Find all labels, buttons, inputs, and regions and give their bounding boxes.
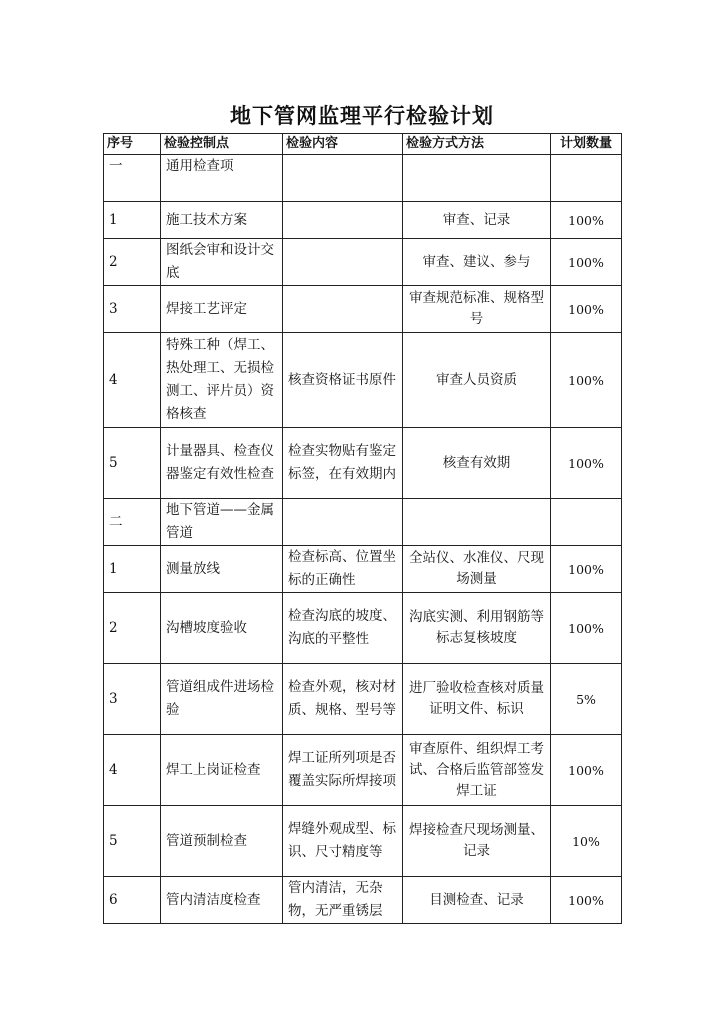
cell-point: 焊工上岗证检查: [161, 735, 283, 806]
cell-num: 3: [104, 664, 161, 735]
document-title: 地下管网监理平行检验计划: [230, 104, 494, 128]
cell-method: [403, 155, 551, 202]
table-row: [104, 735, 622, 806]
cell-content: 检查标高、位置坐标的正确性: [283, 546, 403, 593]
cell-num: 1: [104, 202, 161, 239]
cell-method: 审查、建议、参与: [403, 239, 551, 286]
cell-qty: 100%: [551, 877, 622, 924]
cell-content: 焊工证所列项是否覆盖实际所焊接项: [283, 735, 403, 806]
cell-point: 施工技术方案: [161, 202, 283, 239]
cell-num: 3: [104, 286, 161, 333]
cell-content: [283, 155, 403, 202]
cell-qty: 100%: [551, 333, 622, 428]
cell-point: 计量器具、检查仪器鉴定有效性检查: [161, 428, 283, 499]
table-row: [104, 593, 622, 664]
cell-point: 沟槽坡度验收: [161, 593, 283, 664]
table-row: [104, 806, 622, 877]
table-row: [104, 333, 622, 428]
header-qty: 计划数量: [551, 134, 622, 155]
cell-qty: 100%: [551, 593, 622, 664]
cell-method: 全站仪、水准仪、尺现场测量: [403, 546, 551, 593]
cell-method: [403, 499, 551, 546]
cell-content: 检查外观，核对材质、规格、型号等: [283, 664, 403, 735]
cell-point: 通用检查项: [161, 155, 283, 202]
header-point: 检验控制点: [161, 134, 283, 155]
cell-method: 进厂验收检查核对质量证明文件、标识: [403, 664, 551, 735]
cell-content: [283, 239, 403, 286]
cell-point: 特殊工种（焊工、热处理工、无损检测工、评片员）资格核查: [161, 333, 283, 428]
cell-method: 沟底实测、利用钢筋等标志复核坡度: [403, 593, 551, 664]
table-row: [104, 546, 622, 593]
header-method: 检验方式方法: [403, 134, 551, 155]
cell-num: 5: [104, 806, 161, 877]
cell-qty: 100%: [551, 202, 622, 239]
cell-qty: 100%: [551, 428, 622, 499]
cell-num: 4: [104, 333, 161, 428]
cell-point: 地下管道——金属管道: [161, 499, 283, 546]
cell-qty: 10%: [551, 806, 622, 877]
table-row: [104, 202, 622, 239]
table-row: [104, 499, 622, 546]
cell-content: 焊缝外观成型、标识、尺寸精度等: [283, 806, 403, 877]
cell-qty: [551, 499, 622, 546]
cell-num: 4: [104, 735, 161, 806]
cell-point: 图纸会审和设计交底: [161, 239, 283, 286]
cell-method: 审查、记录: [403, 202, 551, 239]
header-num: 序号: [104, 134, 161, 155]
cell-num: 二: [104, 499, 161, 546]
cell-qty: 100%: [551, 735, 622, 806]
cell-qty: 100%: [551, 239, 622, 286]
cell-method: 审查原件、组织焊工考试、合格后监管部签发焊工证: [403, 735, 551, 806]
cell-qty: 5%: [551, 664, 622, 735]
header-content: 检验内容: [283, 134, 403, 155]
cell-num: 2: [104, 239, 161, 286]
cell-qty: [551, 155, 622, 202]
cell-qty: 100%: [551, 286, 622, 333]
cell-point: 管道组成件进场检验: [161, 664, 283, 735]
cell-content: 检查沟底的坡度、沟底的平整性: [283, 593, 403, 664]
cell-content: 管内清洁，无杂物，无严重锈层: [283, 877, 403, 924]
table-row: [104, 877, 622, 924]
cell-point: 测量放线: [161, 546, 283, 593]
cell-num: 5: [104, 428, 161, 499]
table-row: [104, 286, 622, 333]
cell-num: 1: [104, 546, 161, 593]
cell-num: 一: [104, 155, 161, 202]
cell-content: [283, 286, 403, 333]
cell-num: 6: [104, 877, 161, 924]
table-row: [104, 239, 622, 286]
cell-method: 审查规范标准、规格型号: [403, 286, 551, 333]
cell-content: [283, 499, 403, 546]
cell-point: 管内清洁度检查: [161, 877, 283, 924]
cell-method: 目测检查、记录: [403, 877, 551, 924]
inspection-plan-table: [103, 133, 622, 924]
cell-method: 焊接检查尺现场测量、记录: [403, 806, 551, 877]
table-header-row: [104, 134, 622, 155]
table-row: [104, 664, 622, 735]
table-row: [104, 155, 622, 202]
cell-qty: 100%: [551, 546, 622, 593]
cell-content: [283, 202, 403, 239]
table-row: [104, 428, 622, 499]
cell-content: 核查资格证书原件: [283, 333, 403, 428]
cell-method: 核查有效期: [403, 428, 551, 499]
cell-point: 焊接工艺评定: [161, 286, 283, 333]
cell-num: 2: [104, 593, 161, 664]
cell-point: 管道预制检查: [161, 806, 283, 877]
cell-method: 审查人员资质: [403, 333, 551, 428]
cell-content: 检查实物贴有鉴定标签，在有效期内: [283, 428, 403, 499]
